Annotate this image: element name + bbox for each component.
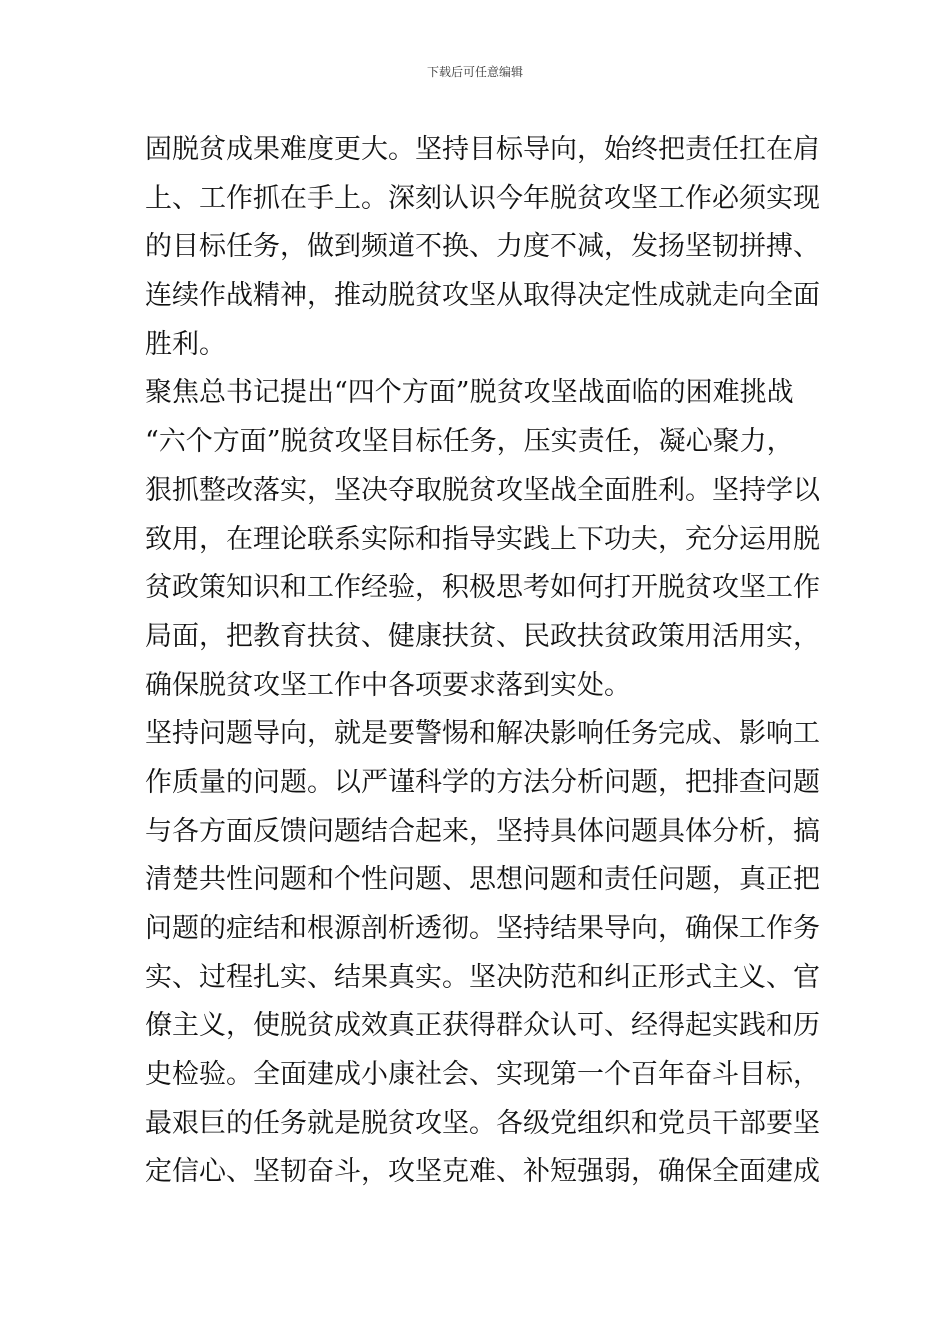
text-line: 贫政策知识和工作经验，积极思考如何打开脱贫攻坚工作 [145, 572, 820, 604]
text-line: 连续作战精神，推动脱贫攻坚从取得决定性成就走向全面 [145, 280, 820, 312]
text-line: 作质量的问题。以严谨科学的方法分析问题，把排查问题 [145, 766, 820, 798]
text-line: 确保脱贫攻坚工作中各项要求落到实处。 [145, 669, 631, 701]
text-line: 坚持问题导向，就是要警惕和解决影响任务完成、影响工 [145, 718, 820, 750]
text-line: 史检验。全面建成小康社会、实现第一个百年奋斗目标， [145, 1059, 820, 1091]
text-line: 定信心、坚韧奋斗，攻坚克难、补短强弱，确保全面建成 [145, 1156, 820, 1188]
text-line: 实、过程扎实、结果真实。坚决防范和纠正形式主义、官 [145, 961, 820, 993]
page-header-note: 下载后可任意编辑 [426, 65, 523, 79]
text-line: 固脱贫成果难度更大。坚持目标导向，始终把责任扛在肩 [145, 134, 820, 165]
text-line: 僚主义，使脱贫成效真正获得群众认可、经得起实践和历 [145, 1010, 820, 1042]
text-line: 聚焦总书记提出“四个方面”脱贫攻坚战面临的困难挑战 [145, 377, 794, 409]
text-line: 胜利。 [145, 328, 226, 360]
text-line: “六个方面”脱贫攻坚目标任务，压实责任，凝心聚力， [145, 426, 794, 458]
text-line: 与各方面反馈问题结合起来，坚持具体问题具体分析，搞 [145, 815, 820, 847]
text-line: 问题的症结和根源剖析透彻。坚持结果导向，确保工作务 [145, 913, 820, 944]
text-line: 清楚共性问题和个性问题、思想问题和责任问题，真正把 [145, 864, 820, 896]
text-line: 的目标任务，做到频道不换、力度不减，发扬坚韧拼搏、 [145, 231, 820, 263]
text-line: 上、工作抓在手上。深刻认识今年脱贫攻坚工作必须实现 [145, 182, 820, 214]
text-line: 致用，在理论联系实际和指导实践上下功夫，充分运用脱 [145, 523, 820, 555]
paragraph-2 [145, 369, 820, 710]
text-line: 最艰巨的任务就是脱贫攻坚。各级党组织和党员干部要坚 [145, 1107, 820, 1139]
text-line: 狠抓整改落实，坚决夺取脱贫攻坚战全面胜利。坚持学以 [145, 474, 820, 506]
paragraph-3 [145, 710, 820, 1197]
document-body [145, 126, 820, 1197]
paragraph-1 [145, 126, 820, 369]
text-line: 局面，把教育扶贫、健康扶贫、民政扶贫政策用活用实， [145, 620, 820, 652]
